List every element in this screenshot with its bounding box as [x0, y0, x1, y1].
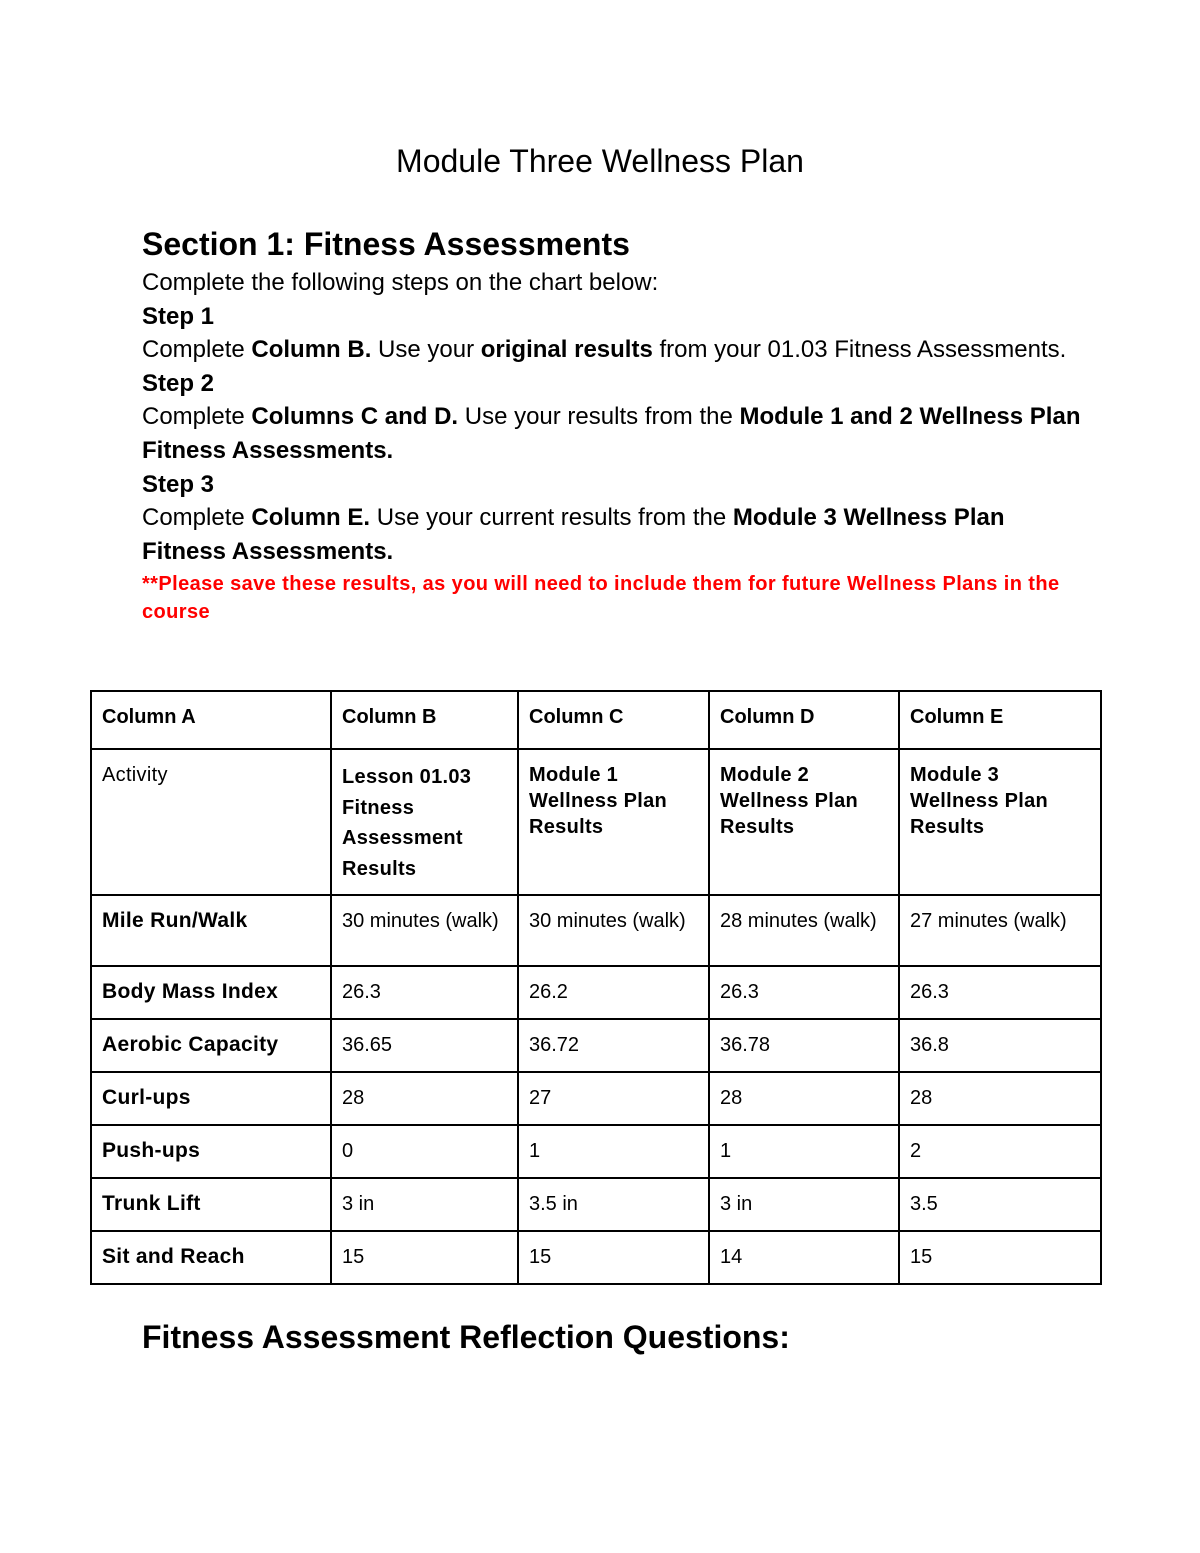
subheader-column-d: Module 2 Wellness Plan Results: [709, 749, 899, 895]
subheader-column-b: Lesson 01.03 Fitness Assessment Results: [331, 749, 518, 895]
activity-cell: Push-ups: [91, 1125, 331, 1178]
table-row: [91, 895, 1101, 966]
step-3-text: Complete Column E. Use your current results from the Module 3 Wellness Plan Fitness Assessments.: [142, 504, 1005, 565]
table-subheader-row: [91, 749, 1101, 895]
table-cell: 28: [331, 1072, 518, 1125]
header-column-a: Column A: [91, 691, 331, 749]
subheader-activity: Activity: [91, 749, 331, 895]
step-3-label: Step 3: [142, 470, 215, 498]
table-cell: 26.2: [518, 966, 709, 1019]
activity-cell: Trunk Lift: [91, 1178, 331, 1231]
table-cell: 15: [899, 1231, 1101, 1284]
header-column-e: Column E: [899, 691, 1101, 749]
table-cell: 27 minutes (walk): [899, 895, 1101, 966]
activity-cell: Body Mass Index: [91, 966, 331, 1019]
table-cell: 36.65: [331, 1019, 518, 1072]
header-column-c: Column C: [518, 691, 709, 749]
table-header-row: [91, 691, 1101, 749]
fitness-table-wrapper: [90, 690, 1100, 1285]
table-row: [91, 1072, 1101, 1125]
table-cell: 28 minutes (walk): [709, 895, 899, 966]
table-cell: 26.3: [899, 966, 1101, 1019]
activity-cell: Curl-ups: [91, 1072, 331, 1125]
instructions-block: [142, 224, 1082, 626]
table-cell: 3 in: [331, 1178, 518, 1231]
table-cell: 36.78: [709, 1019, 899, 1072]
table-cell: 26.3: [331, 966, 518, 1019]
activity-cell: Mile Run/Walk: [91, 895, 331, 966]
table-cell: 1: [518, 1125, 709, 1178]
section-heading: Section 1: Fitness Assessments: [142, 226, 630, 262]
table-cell: 36.8: [899, 1019, 1101, 1072]
header-column-d: Column D: [709, 691, 899, 749]
table-cell: 15: [331, 1231, 518, 1284]
reflection-heading: Fitness Assessment Reflection Questions:: [142, 1319, 790, 1355]
table-cell: 26.3: [709, 966, 899, 1019]
table-cell: 14: [709, 1231, 899, 1284]
table-cell: 30 minutes (walk): [518, 895, 709, 966]
table-cell: 3.5 in: [518, 1178, 709, 1231]
activity-cell: Sit and Reach: [91, 1231, 331, 1284]
intro-text: Complete the following steps on the chart below:: [142, 269, 659, 296]
table-cell: 36.72: [518, 1019, 709, 1072]
subheader-column-c: Module 1 Wellness Plan Results: [518, 749, 709, 895]
document-title: Module Three Wellness Plan: [396, 143, 804, 179]
table-row: [91, 1125, 1101, 1178]
table-cell: 28: [709, 1072, 899, 1125]
table-cell: 15: [518, 1231, 709, 1284]
subheader-column-e: Module 3 Wellness Plan Results: [899, 749, 1101, 895]
step-1-text: Complete Column B. Use your original results from your 01.03 Fitness Assessments.: [142, 336, 1067, 364]
table-cell: 1: [709, 1125, 899, 1178]
table-row: [91, 1178, 1101, 1231]
step-2-text: Complete Columns C and D. Use your results from the Module 1 and 2 Wellness Plan Fitness Assessments.: [142, 403, 1081, 464]
activity-cell: Aerobic Capacity: [91, 1019, 331, 1072]
table-row: [91, 1231, 1101, 1284]
table-cell: 0: [331, 1125, 518, 1178]
table-row: [91, 1019, 1101, 1072]
table-cell: 3.5: [899, 1178, 1101, 1231]
table-cell: 28: [899, 1072, 1101, 1125]
save-results-note: **Please save these results, as you will need to include them for future Wellness Plans in the course: [142, 573, 1060, 624]
header-column-b: Column B: [331, 691, 518, 749]
table-row: [91, 966, 1101, 1019]
table-cell: 3 in: [709, 1178, 899, 1231]
table-cell: 2: [899, 1125, 1101, 1178]
fitness-assessment-table: [90, 690, 1102, 1285]
step-1-label: Step 1: [142, 302, 215, 330]
step-2-label: Step 2: [142, 369, 215, 397]
table-cell: 30 minutes (walk): [331, 895, 518, 966]
table-cell: 27: [518, 1072, 709, 1125]
